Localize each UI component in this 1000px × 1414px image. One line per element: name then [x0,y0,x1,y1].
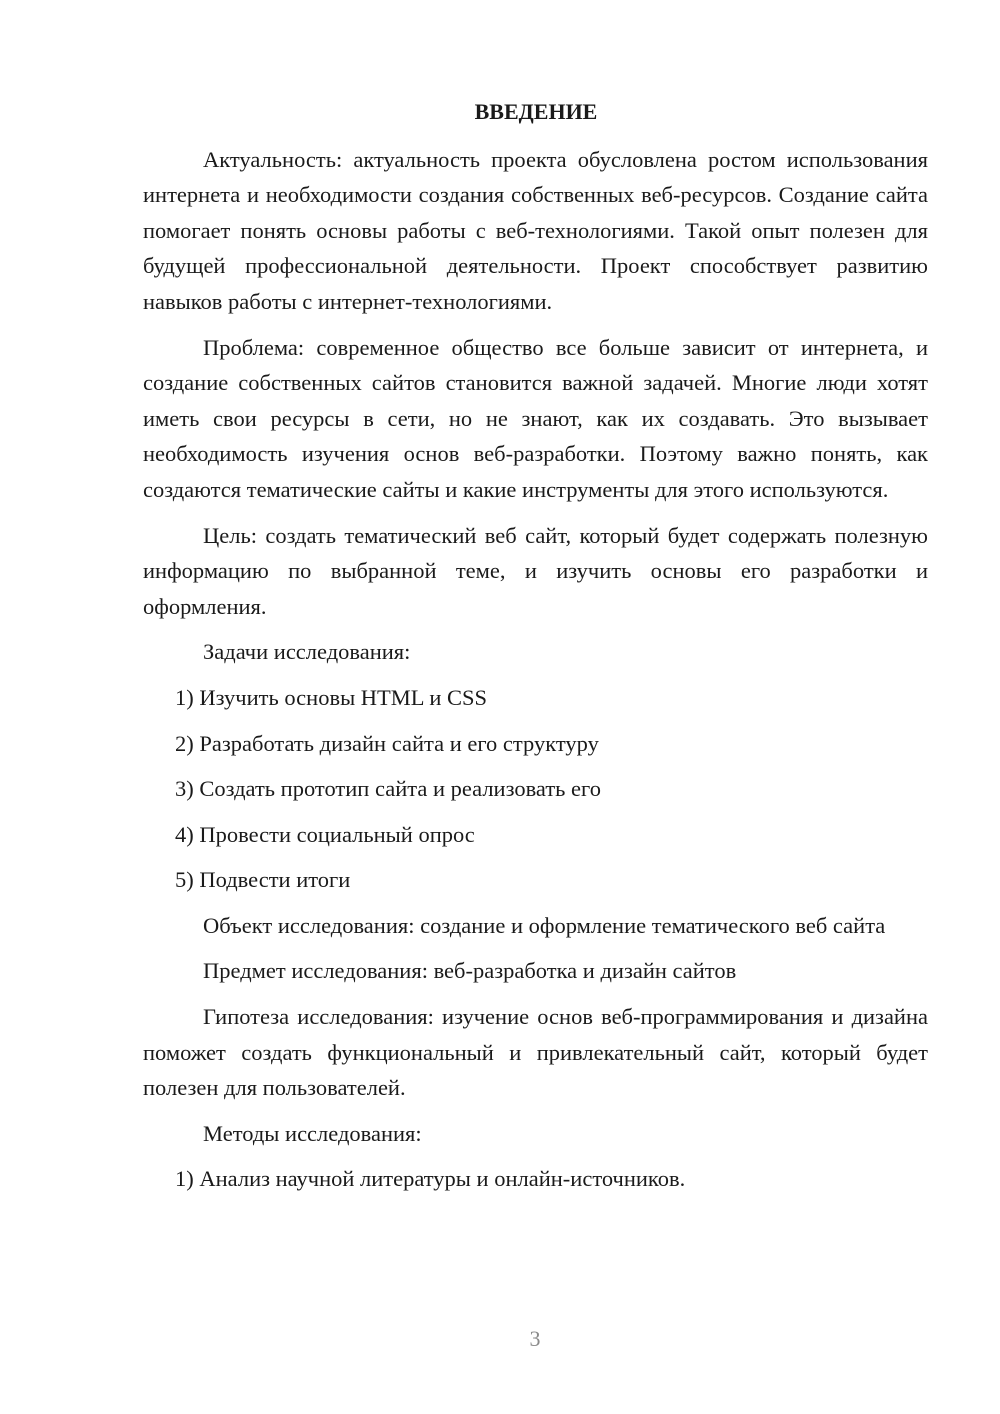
hypothesis-paragraph: Гипотеза исследования: изучение основ веб-программирования и дизайна поможет создать функциональный и привлекательный сайт, который будет полезен для пользователей. [143,1004,928,1101]
task-item: 4) Провести социальный опрос [175,821,475,847]
relevance-paragraph: Актуальность: актуальность проекта обусловлена ростом использования интернета и необходимости создания собственных веб-ресурсов. Создание сайта помогает понять основы работы с веб-технологиями. Такой опыт полезен для будущей профессиональной деятельности. Проект способствует развитию навыков работы с интернет-технологиями. [143,146,928,314]
tasks-heading: Задачи исследования: [203,639,411,665]
method-item: 1) Анализ научной литературы и онлайн-источников. [175,1166,686,1192]
problem-paragraph: Проблема: современное общество все больше зависит от интернета, и создание собственных сайтов становится важной задачей. Многие люди хотят иметь свои ресурсы в сети, но не знают, как их создавать. Это вызывает необходимость изучения основ веб-разработки. Поэтому важно понять, как создаются тематические сайты и какие инструменты для этого используются. [143,334,928,502]
document-page [143,94,928,1207]
task-item: 1) Изучить основы HTML и CSS [175,684,488,710]
object-paragraph: Объект исследования: создание и оформление тематического веб сайта [203,912,886,938]
methods-list [143,1161,928,1197]
tasks-list [143,680,928,898]
page-number: 3 [529,1326,541,1351]
section-title: ВВЕДЕНИЕ [474,99,598,124]
task-item: 3) Создать прототип сайта и реализовать его [175,776,601,802]
subject-paragraph: Предмет исследования: веб-разработка и дизайн сайтов [203,958,737,984]
task-item: 2) Разработать дизайн сайта и его структуру [175,730,599,756]
goal-paragraph: Цель: создать тематический веб сайт, который будет содержать полезную информацию по выбранной теме, и изучить основы его разработки и оформления. [143,522,928,619]
methods-heading: Методы исследования: [203,1120,422,1146]
task-item: 5) Подвести итоги [175,867,351,893]
